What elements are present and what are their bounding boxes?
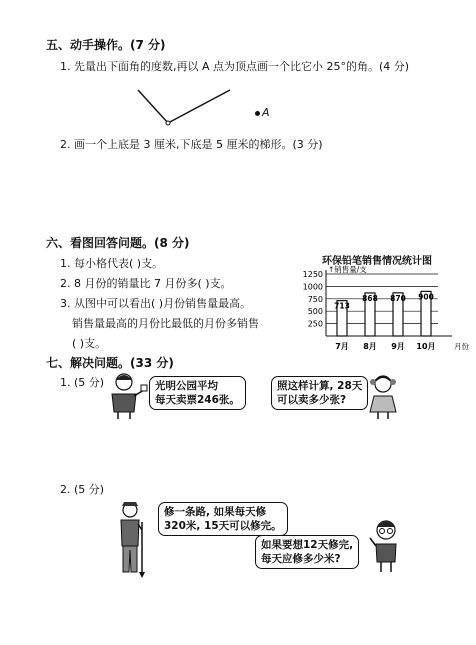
- x-tick-label: 8月: [363, 342, 377, 351]
- y-tick-label: 500: [307, 307, 323, 317]
- bubble-line: 320米, 15天可以修完。: [164, 520, 282, 532]
- worker-figure-icon: [112, 500, 152, 580]
- problem-2-bubble-top: [158, 502, 288, 536]
- point-a-dot: [255, 111, 260, 116]
- bar-chart: [290, 262, 470, 360]
- bar-value-label: 868: [362, 293, 378, 303]
- section6-question-3-line3: ( )支。: [72, 337, 107, 350]
- bubble-line: 每天应修多少米?: [261, 553, 341, 565]
- section6-question-2: 2. 8 月份的销量比 7 月份多( )支。: [60, 277, 232, 290]
- section6-question-3-line2: 销售量最高的月份比最低的月份多销售: [72, 317, 259, 330]
- chart-title: 环保铅笔销售情况统计图: [322, 256, 432, 267]
- y-tick-label: 250: [307, 319, 323, 329]
- section7-heading: 七、解决问题。(33 分): [46, 356, 174, 370]
- point-a-label: A: [262, 106, 270, 119]
- section6-question-1: 1. 每小格代表( )支。: [60, 257, 164, 270]
- x-tick-label: 10月: [416, 342, 436, 351]
- x-tick-label: 7月: [335, 342, 349, 351]
- bubble-line: 如果要想12天修完,: [261, 539, 354, 551]
- y-axis-label: ↑销售量/支: [328, 265, 367, 274]
- bar-value-label: 870: [390, 293, 406, 303]
- y-tick-label: 1000: [302, 282, 323, 292]
- angle-figure: [120, 80, 270, 130]
- girl-figure-icon: [364, 372, 402, 420]
- bubble-line: 照这样计算, 28天: [277, 380, 363, 392]
- bar-value-label: 900: [418, 292, 434, 302]
- angle-lines: [138, 90, 230, 123]
- y-tick-label: 1250: [302, 270, 323, 279]
- problem-2-bubble-bottom: [255, 535, 359, 569]
- problem-1-label: 1. (5 分): [60, 376, 105, 389]
- section6-question-3-line1: 3. 从图中可以看出( )月份销售量最高。: [60, 297, 252, 310]
- section5-question-2: 2. 画一个上底是 3 厘米,下底是 5 厘米的梯形。(3 分): [60, 138, 323, 151]
- y-tick-label: 750: [307, 294, 323, 304]
- problem-1-bubble-left: [149, 376, 246, 410]
- bubble-line: 每天卖票246张。: [155, 394, 240, 406]
- section5-heading: 五、动手操作。(7 分): [46, 38, 166, 52]
- bubble-line: 光明公园平均: [155, 380, 218, 392]
- section5-question-1: 1. 先量出下面角的度数,再以 A 点为顶点画一个比它小 25°的角。(4 分): [60, 60, 410, 73]
- problem-2-label: 2. (5 分): [60, 483, 105, 496]
- bubble-line: 可以卖多少张?: [277, 394, 347, 406]
- x-tick-label: 9月: [391, 342, 405, 351]
- bar-value-label: 713: [334, 301, 350, 311]
- section6-heading: 六、看图回答问题。(8 分): [46, 236, 190, 250]
- problem-1-bubble-right: [271, 376, 368, 410]
- bubble-line: 修一条路, 如果每天修: [164, 506, 267, 518]
- angle-vertex: [166, 121, 170, 125]
- boy-figure-icon: [104, 372, 148, 420]
- boy-glasses-figure-icon: [366, 518, 406, 574]
- x-axis-label: 月份: [454, 342, 469, 351]
